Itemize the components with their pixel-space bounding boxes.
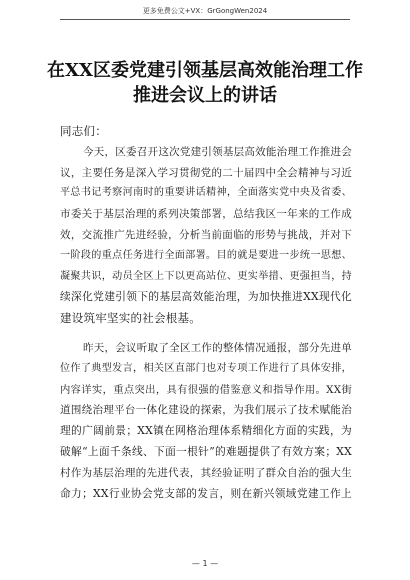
paragraph-line: 续深化党建引领下的基层高效能治理，为加快推进XX现代化 bbox=[60, 290, 352, 304]
paragraph-line: 议，主要任务是深入学习贯彻党的二十届四中全会精神与习近 bbox=[60, 166, 352, 179]
paragraph-line: 效，交流推广先进经验，分析当前面临的形势与挑战，并对下 bbox=[60, 228, 352, 241]
paragraph-line: 一阶段的重点任务进行全面部署。目的就是要进一步统一思想、 bbox=[60, 249, 352, 261]
paragraph-gap bbox=[60, 329, 352, 338]
document-body bbox=[60, 121, 352, 504]
paragraph-line: 昨天，会议听取了全区工作的整体情况通报，部分先进单 bbox=[83, 341, 352, 354]
paragraph-line: 命力；XX行业协会党支部的发言，则在新兴领域党建工作上 bbox=[60, 486, 352, 500]
page-number: — 1 — bbox=[191, 559, 219, 568]
header-divider bbox=[60, 19, 350, 20]
page-header: 更多免费公文+VX：GrGongWen2024 bbox=[142, 7, 268, 15]
paragraph-line: 今天，区委召开这次党建引领基层高效能治理工作推进会 bbox=[83, 145, 352, 158]
paragraph-line: 凝聚共识，动员全区上下以更高站位、更实举措、更强担当，持 bbox=[60, 270, 352, 282]
document-title bbox=[40, 58, 370, 108]
paragraph-line: 理的广阔前景；XX镇在网格治理体系精细化方面的实践，为 bbox=[60, 424, 352, 438]
paragraph-line: 建设筑牢坚实的社会根基。 bbox=[60, 311, 201, 326]
paragraph-line: 市委关于基层治理的系列决策部署，总结我区一年来的工作成 bbox=[60, 208, 352, 221]
paragraph-line: 位作了典型发言，相关区直部门也对专项工作进行了具体安排， bbox=[60, 362, 352, 374]
salutation: 同志们： bbox=[60, 124, 107, 138]
title-line-2: 推进会议上的讲话 bbox=[133, 85, 277, 106]
paragraph-1 bbox=[60, 142, 352, 329]
paragraph-line: 村作为基层治理的先进代表，其经验证明了群众自治的强大生 bbox=[60, 466, 352, 479]
paragraph-line: 平总书记考察河南时的重要讲话精神，全面落实党中央及省委、 bbox=[60, 187, 352, 199]
paragraph-line: 内容详实，重点突出，具有很强的借鉴意义和指导作用。XX街 bbox=[60, 383, 352, 396]
paragraph-2 bbox=[60, 338, 352, 504]
title-line-1: 在XX区委党建引领基层高效能治理工作 bbox=[47, 60, 363, 81]
paragraph-line: 道围绕治理平台一体化建设的探索，为我们展示了技术赋能治 bbox=[60, 404, 352, 417]
paragraph-line: 破解“上面千条线、下面一根针”的难题提供了有效方案；XX bbox=[60, 444, 352, 458]
